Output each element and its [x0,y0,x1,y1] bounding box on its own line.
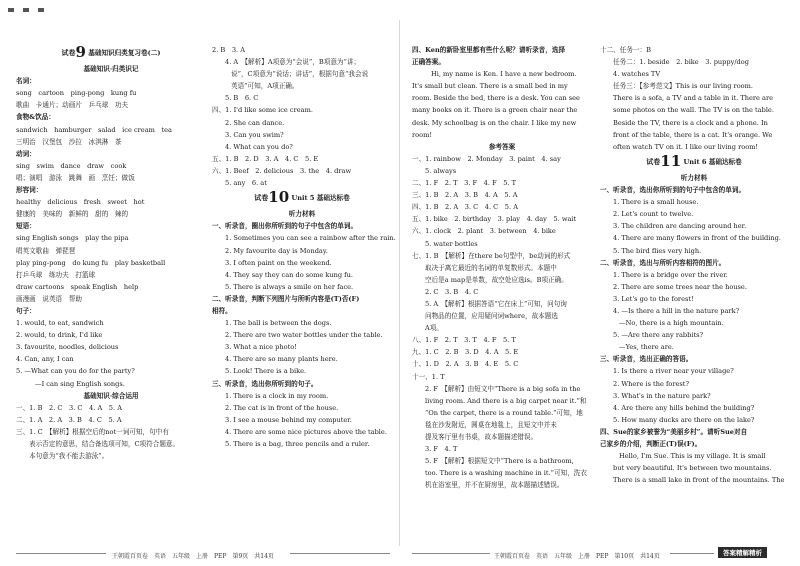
text-line: desk. My schoolbag is on the chair. I like my new [412,118,577,127]
text-line: 4. They say they can do some kung fu. [225,270,353,279]
question-heading: 名词： [16,77,36,86]
text-line: 取决于离它最近的名词的单复数形式。本题中 [425,263,557,272]
text-line: 一、1. rainbow 2. Monday 3. paint 4. say [412,154,561,163]
page-10 [400,0,800,566]
text-line: 2. Let's count to twelve. [613,210,694,219]
text-line: 1. There is a small house. [613,198,699,207]
footer-rule [290,553,390,554]
text-line: 3. What's in the nature park? [613,391,711,400]
text-line: There is a small lake in front of the mountains. The [613,476,785,485]
text-line: 七、1. B 【解析】在there be句型中，be动词的形式 [412,251,571,260]
text-line: 1. There is a bridge over the river. [613,270,728,279]
text-line: “On the carpet, there is a round table.”可知，地 [425,408,583,417]
text-line: —No, there is a high mountain. [619,319,724,328]
text-line: 空后是a map是单数，故空处应选is。B项正确。 [425,275,568,284]
text-line: 本句意为“我不能去游泳”。 [29,452,109,461]
text-line: 2. There are two water bottles under the table. [225,331,383,340]
text-line: 健康的 美味的 新鲜的 甜的 辣的 [16,210,129,219]
text-line: 三、1. B 2. A 3. B 4. A 5. A [412,191,518,200]
footer-page-10: 王朝霞百页卷 英语 五年级 上册 PEP 第10页 共14页 [494,553,660,560]
question-heading: 形容词： [16,186,43,195]
text-line: 1. would, to eat, sandwich [16,319,104,328]
answer-key-badge: 答案精解精析 [718,547,767,558]
text-line: 3. I see a mouse behind my computer. [225,415,352,424]
section-heading: 基础知识·综合运用 [83,391,139,400]
text-line: 二、1. A 2. A 3. B 4. C 5. A [16,415,122,424]
text-line: 4. There are many flowers in front of the building. [613,234,781,243]
footer-page-9: 王朝霞百页卷 英语 五年级 上册 PEP 第9页 共14页 [112,553,274,560]
text-line: —I can sing English songs. [35,379,125,388]
text-line: 2. C 3. B 4. C [425,287,479,296]
text-line: 5. Look! There is a bike. [225,367,307,376]
text-line: 三明治 汉堡包 沙拉 冰淇淋 茶 [16,137,122,146]
text-line: 5. There is always a smile on her face. [225,282,354,291]
text-line: 4. There are so many plants here. [225,355,338,364]
corner-mark [38,8,44,12]
text-line: 九、1. C 2. B 3. D 4. A 5. E [412,348,519,357]
corner-mark [8,8,14,12]
question-heading: 句子： [16,306,36,315]
text-line: 十一、1. T [412,372,445,381]
question-heading: 正确答案。 [412,58,445,67]
text-line: 5. water bottles [425,239,478,248]
text-line: 提及客厅里有书桌，故本题描述错误。 [425,433,538,441]
text-line: 十、1. D 2. A 3. B 4. E 5. C [412,360,519,369]
test-title: 试卷11 Unit 6 基础达标卷 [646,151,742,170]
text-line: 任务三：【参考范文】This is our living room. [613,82,753,91]
text-line: 3. favourite, noodles, delicious [16,343,119,352]
column-1 [16,44,206,462]
text-line: 2. F 【解析】由短文中“There is a big sofa in the [425,384,581,393]
text-line: 2. Where is the forest? [613,379,689,388]
text-line: 2. She can dance. [225,118,285,127]
footer-rule [16,553,106,554]
text-line: 5. B 6. C [225,94,259,103]
text-line: 5. The bird flies very high. [613,246,702,255]
text-line: 3. What a nice photo! [225,343,297,352]
question-heading: 动词： [16,149,36,158]
column-4 [600,44,788,486]
text-line: Beside the TV, there is a clock and a phone. In [613,118,768,127]
text-line: 五、1. bike 2. birthday 3. play 4. day 5. wait [412,215,577,224]
text-line: 5. —What can you do for the party? [16,367,135,376]
text-line: 五、1. B 2. D 3. A 4. C 5. E [212,154,319,163]
text-line: 1. Sometimes you can see a rainbow after the rain. [225,234,396,243]
column-2 [212,44,396,450]
corner-marks [8,8,44,12]
text-line: It's small but clean. There is a small bed in my [412,82,568,91]
text-line: draw cartoons speak English help [16,282,139,291]
text-line: 表示否定的意思，结合备选项可知，C项符合题意。 [29,440,180,448]
text-line: living room. And there is a big carpet near it.”和 [425,396,587,405]
text-line: many books on it. There is a green chair near the [412,106,578,115]
text-line: but very beautiful. It's between two mountains. [613,464,772,473]
text-line: 3. The children are dancing around her. [613,222,747,231]
text-line: 2. would, to drink, I'd like [16,331,103,340]
question-heading: 四、Ken的新卧室里都有些什么呢？请听录音，选择 [412,46,566,54]
question-heading: 二、听录音，选出与所听内容相符的图片。 [600,258,726,267]
text-line: 5. any 6. at [225,179,267,188]
column-3 [412,44,592,491]
text-line: 唱英文歌曲 弹琵琶 [16,246,76,255]
question-heading: 二、听录音，判断下列图片与所听内容是(T)否(F) [212,294,360,303]
text-line: healthy delicious fresh sweet hot [16,198,145,207]
text-line: 三、1. C 【解析】根据空后的not一词可知，句中有 [16,427,169,436]
text-line: 机在浴室里，并不在厨房里，故本题描述错误。 [425,481,564,490]
text-line: 3. F 4. T [425,445,458,454]
section-heading: 听力材料 [288,210,316,219]
question-heading: 相符。 [212,306,232,315]
text-line: 4. Can, any, I can [16,355,74,364]
text-line: 打乒乓球 练功夫 打篮球 [16,270,96,279]
text-line: song cartoon ping-pong kung fu [16,89,137,98]
text-line: Hello, I'm Sue. This is my village. It is small [619,452,766,461]
text-line: 画漫画 说英语 帮助 [16,294,82,303]
text-line: too. There is a washing machine in it.”可知，洗衣 [425,469,587,478]
question-heading: 短语： [16,222,36,231]
text-line: 5. F 【解析】根据短文中“There is a bathroom, [425,457,574,466]
section-heading: 听力材料 [680,173,708,182]
text-line: some photos on the wall. The TV is on the table. [613,106,774,115]
text-line: —Yes, there are. [619,343,674,352]
text-line: often watch TV on it. I like our living room! [613,142,759,151]
text-line: sing swim dance draw cook [16,161,127,170]
text-line: play ping-pong do kung fu play basketball [16,258,166,267]
corner-mark [23,8,29,12]
text-line: 4. watches TV [613,70,661,79]
text-line: 任务二：1. beside 2. bike 3. puppy/dog [613,58,749,67]
text-line: 说”，C项意为“说话；讲话”，根据句意“我会说 [231,70,369,79]
text-line: Hi, my name is Ken. I have a new bedroom. [431,70,577,79]
text-line: front of the table, there is a cat. It's orange. We [613,130,773,139]
text-line: 3. I often paint on the weekend. [225,258,332,267]
text-line: 问物品的位置，应用疑问词where，故本题选 [425,312,558,321]
text-line: 六、1. Beef 2. delicious 3. the 4. draw [212,166,352,175]
text-line: 一、1. B 2. C 3. C 4. A 5. A [16,403,122,412]
text-line: 1. There is a clock in my room. [225,391,329,400]
text-line: 4. A 【解析】A项意为“会说”，B项意为“讲； [225,58,361,67]
text-line: 十二、任务一：B [600,46,652,54]
question-heading: 三、听录音，选出正确的答语。 [600,355,693,364]
section-heading: 基础知识·归类识记 [83,65,139,74]
question-heading: 食物&饮品： [16,113,55,122]
text-line: 唱；演唱 游泳 跳舞 画 烹饪；做饭 [16,173,135,182]
text-line: 四、1. I'd like some ice cream. [212,106,313,115]
text-line: 2. There are some trees near the house. [613,282,747,291]
text-line: sing English songs play the pipa [16,234,129,243]
text-line: 5. How many ducks are there on the lake? [613,415,755,424]
text-line: 3. Let's go to the forest! [613,294,694,303]
question-heading: 一、听录音，选出你所听到的句子中包含的单词。 [600,186,746,195]
text-line: 毯在沙发附近，圆桌在地毯上，且短文中并未 [425,420,557,429]
section-heading: 参考答案 [488,142,516,151]
text-line: room. Beside the bed, there is a desk. You can see [412,94,580,103]
question-heading: 己家乡的介绍，判断正(T)误(F)。 [600,440,702,448]
question-heading: 三、听录音，选出你所听到的句子。 [212,379,318,388]
test-title: 试卷9 基础知识归类复习卷(二) [61,43,161,61]
text-line: 4. What can you do? [225,142,293,151]
text-line: There is a sofa, a TV and a table in it. There are [613,94,774,103]
question-heading: 四、Sue的家乡被誉为“美丽乡村”。请听Sue对自 [600,427,748,436]
test-title: 试卷10 Unit 5 基础达标卷 [254,188,350,207]
text-line: 5. There is a bag, three pencils and a ruler. [225,440,370,448]
text-line: 六、1. clock 2. plant 3. between 4. bike [412,227,556,236]
text-line: 5. A 【解析】根据答语“它在床上”可知，问句询 [425,299,567,308]
footer-rule [670,553,714,554]
text-line: 二、1. F 2. T 3. F 4. F 5. T [412,179,517,188]
text-line: room! [412,130,432,139]
text-line: sandwich hamburger salad ice cream tea [16,125,172,134]
text-line: 4. —Is there a hill in the nature park? [613,306,740,315]
question-heading: 一、听录音，圈出你所听到的句子中包含的单词。 [212,222,358,231]
text-line: 四、1. B 2. A 3. C 4. C 5. A [412,203,518,212]
text-line: 4. There are some nice pictures above the table. [225,427,387,436]
text-line: 2. The cat is in front of the house. [225,403,339,412]
text-line: 4. Are there any hills behind the building? [613,403,755,412]
text-line: 3. Can you swim? [225,130,284,139]
text-line: 八、1. F 2. T 3. T 4. F 5. T [412,336,516,345]
footer-rule [412,553,490,554]
text-line: 1. Is there a river near your village? [613,367,734,376]
text-line: 2. B 3. A [212,46,245,54]
text-line: 1. The ball is between the dogs. [225,319,332,328]
text-line: 5. —Are there any rabbits? [613,331,704,340]
text-line: 5. always [425,166,457,175]
text-line: 2. My favourite day is Monday. [225,246,328,255]
text-line: 英语”可知，A项正确。 [231,82,299,91]
text-line: 歌曲 卡通片；动画片 乒乓球 功夫 [16,101,129,110]
text-line: A项。 [425,324,443,333]
